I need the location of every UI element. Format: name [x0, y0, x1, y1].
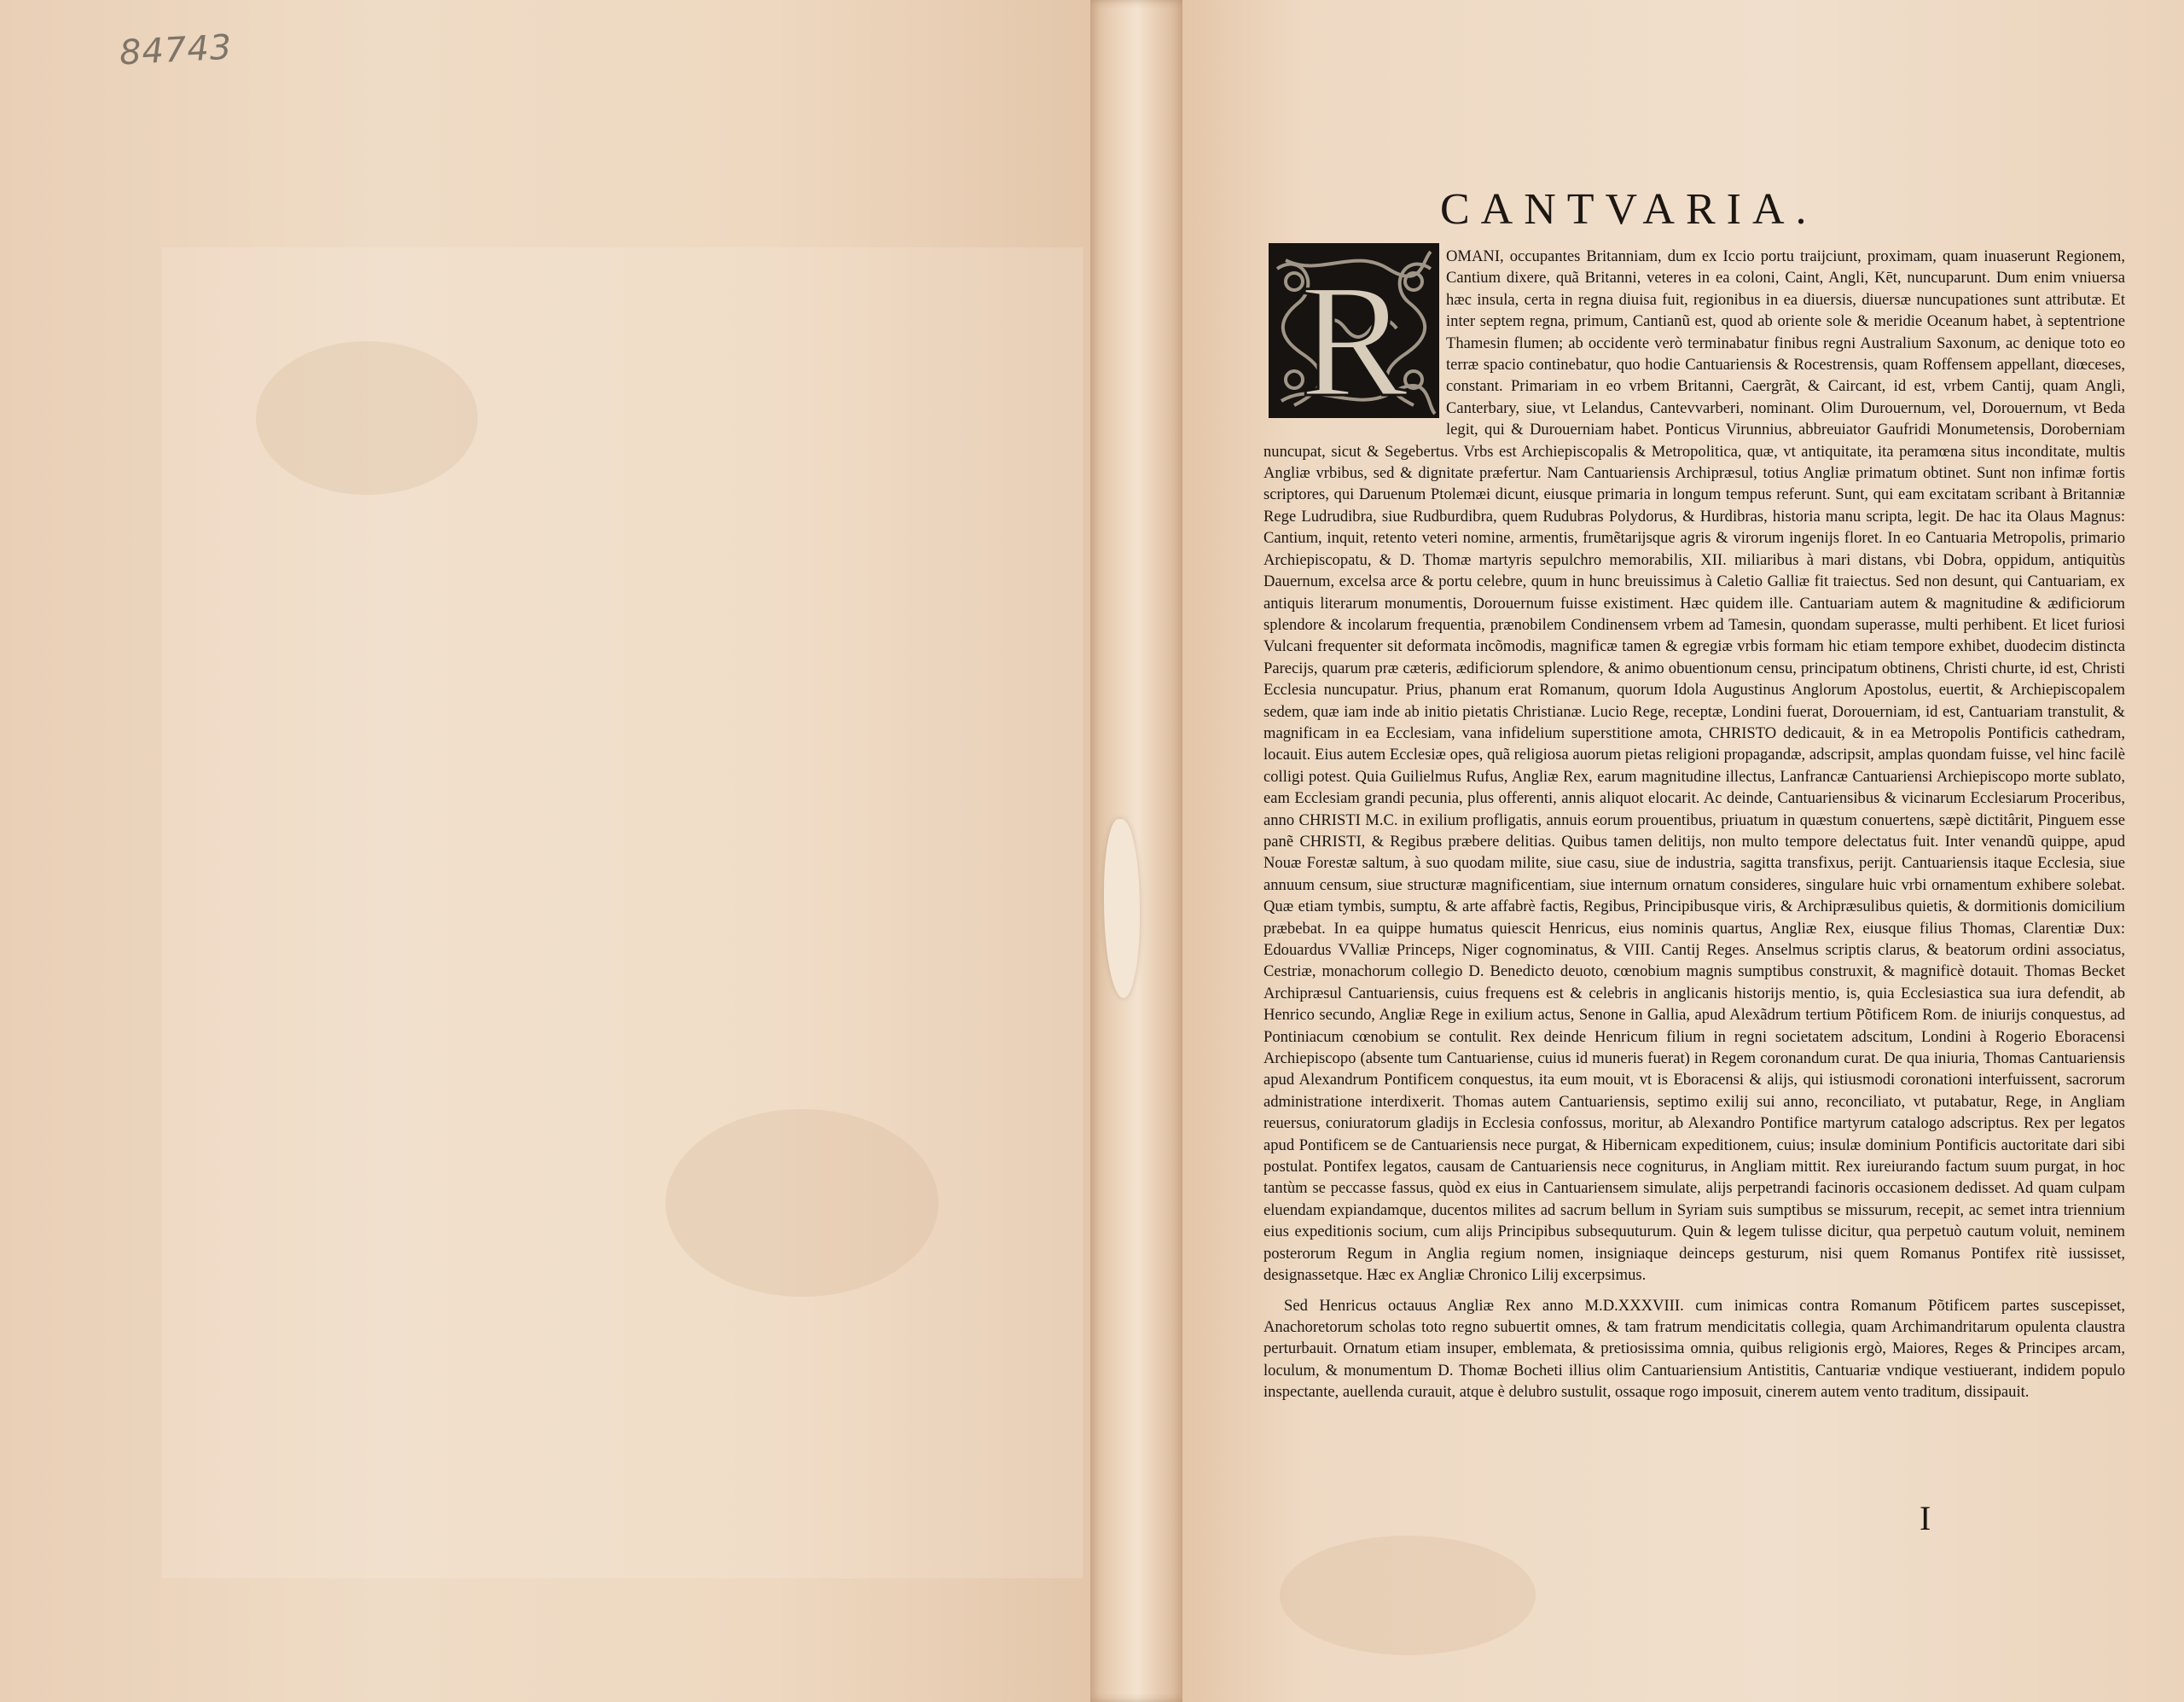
paragraph-2: Sed Henricus octauus Angliæ Rex anno M.D.XXXVIII. cum inimicas contra Romanum Põtificem partes suscepisset, Anachoretorum scholas toto regno subuertit omnes, & tam fratrum mendicitatis collegia, quam Archimandritarum opulenta claustra perturbauit. Ornatum etiam insuper, emblemata, & pretiosissima omnia, quibus religionis ergò, Maiores, Reges & Principes arcam, loculum, & monumentum D. Thomæ Bocheti illius olim Cantuariensium Antistitis, Cantuariæ vndique vestiuerant, indidem populo inspectante, auellenda curauit, atque è delubro sustulit, ossaque rogo imposuit, cinerem autem vento traditum, dissipauit.: [1263, 1296, 2125, 1402]
paragraph-1: OMANI, occupantes Britanniam, dum ex Iccio portu traijciunt, proximam, quam inuaserunt Regionem, Cantium dixere, quã Britanni, veteres in ea coloni, Caint, Angli, Kēt, nuncuparunt. Dum enim vniuersa hæc insula, certa in regna diuisa fuit, regionibus in ea diuersis, diuersæ nuncupationes sunt attributæ. Et inter septem regna, primum, Cantianũ est, quod ab oriente sole & meridie Oceanum habet, à septentrione Thamesin flumen; ab occidente verò terminabatur finibus regni Australium Saxonum, ac denique toto eo terræ spacio continebatur, quo hodie Cantuariensis & Rocestrensis, quam Roffensem appellant, diœceses, constant. Primariam in eo vrbem Britanni, Caergrãt, & Caircant, id est, vrbem Cantij, quam Angli, Canterbary, siue, vt Lelandus, Cantevvarberi, nominant. Olim Durouernum, vel, Dorouernum, vt Beda legit, qui & Durouerniam habet. Ponticus Virunnius, abbreuiator Gaufridi Monumetensis, Doroberniam nuncupat, sicut & Segebertus. Vrbs est Archiepiscopalis & Metropolitica, quæ, vt antiquitate, ita peramœna situs inconditate, multis Angliæ vrbibus, sed & dignitate præfertur. Nam Cantuariensis Archipræsul, totius Angliæ primatum obtinet. Sunt non infimæ fortis scriptores, qui Daruenum Ptolemæi dicunt, eiusque primaria in longum tempus referunt. Sunt, qui eam excitatam scribant à Britanniæ Rege Ludrudibra, siue Rudburdibra, quem Rudubras Polydorus, & Hurdibras, historia manu scripta, legit. De hac ita Olaus Magnus: Cantium, inquit, retento veteri nomine, armentis, frumẽtarijsque agris & virorum ingenijs floret. In eo Cantuaria Metropolis, primario Archiepiscopatu, & D. Thomæ martyris sepulchro memorabilis, XII. miliaribus à mari distans, vbi Dobra, oppidum, antiquitùs Dauernum, excelsa arce & portu celebre, quum in hunc breuissimus à Caletio Galliæ fit traiectus. Sed non desunt, qui Cantuariam, ex antiquis literarum monumentis, Dorouernum fuisse existiment. Hæc quidem ille. Cantuariam autem & magnitudine & ædificiorum splendore & incolarum frequentia, prænobilem Condinensem vrbem ad Tamesin, quondam superasse, multi perhibent. Et licet furiosi Vulcani frequenter sit deformata incõmodis, magnificæ tamen & egregiæ vrbis formam hic etiam tempore exhibet, duodecim distincta Parecijs, quarum præ cæteris, ædificiorum splendore, & animo obuentionum censu, principatum obtinens, Christi churte, id est, Christi Ecclesia nuncupatur. Prius, phanum erat Romanum, quorum Idola Augustinus Anglorum Apostolus, euertit, & Archiepiscopalem sedem, quæ iam inde ab initio pietatis Christianæ. Lucio Rege, receptæ, Londini fuerat, Dorouerniam, id est, Cantuariam transtulit, & magnificam in ea Ecclesiam, vana infidelium superstitione amota, CHRISTO dedicauit, & in ea Metropolis Pontificis cathedram, locauit. Eius autem Ecclesiæ opes, quã religiosa auorum pietas religioni propagandæ, adscripsit, amplas quondam fuisse, vel hinc facilè colligi potest. Quia Guilielmus Rufus, Angliæ Rex, earum magnitudine illectus, Lanfrancæ Cantuariensi Archiepiscopo morte sublato, eam Ecclesiam grandi pecunia, plus offerenti, annis aliquot elocarit. Ac deinde, Cantuariensibus & vicinarum Ecclesiarum Proceribus, anno CHRISTI M.C. in exilium profligatis, annuis eorum prouentibus, priuatum in quæstum conuertens, sæpè dictitârit, Pinguem esse panẽ CHRISTI, & Regibus præbere delitias. Quibus tamen delitijs, non multo tempore delectatus fuit. Inter venandũ quippe, apud Nouæ Forestæ saltum, à suo quodam milite, siue casu, siue de industria, sagitta transfixus, perijt. Cantuariensis itaque Ecclesia, siue annuum censum, siue structuræ magnificentiam, siue internum ornatum consideres, singulare huic vrbi ornamentum exhibere solebat. Quæ etiam tymbis, sumptu, & arte affabrè factis, Regibus, Principibusque viris, & Archipræsulibus quietis, & dormitionis domicilium præbebat. In ea quippe humatus quiescit Henricus, eius nominis quartus, Angliæ Rex, eiusque filius Thomas, Clarentiæ Dux: Edouardus VValliæ Princeps, Niger cognominatus, & VIII. Cantij Reges. Anselmus scriptis clarus, & beatorum ordini associatus, Cestriæ, monachorum collegio D. Benedicto deuoto, cœnobium magnis sumptibus construxit, & magnificè dotauit. Thomas Becket Archipræsul Cantuariensis, cuius frequens est & celebris in anglicanis historijs mentio, is, quia Ecclesiastica sua iura defendit, ab Henrico secundo, Angliæ Rege in exilium actus, Senone in Gallia, apud Alexãdrum tertium Põtificem Rom. de iniurijs conquestus, ad Pontiniacum cœnobium se contulit. Rex deinde Henricum filium in regni societatem adscitum, Londini à Rogerio Eboracensi Archiepiscopo (absente tum Cantuariense, cuius id muneris fuerat) in Regem coronandum curat. De qua iniuria, Thomas Cantuariensis apud Alexandrum Pontificem conquestus, ita eum mouit, vt is Eboracensi & alijs, qui istiusmodi coronationi interfuissent, sacrorum administratione interdixerit. Thomas autem Cantuariensis, septimo exilij sui anno, reconciliato, vt putabatur, Rege, in Angliam reuersus, coniuratorum gladijs in Ecclesia confossus, moritur, ab Alexandro Pontifice martyrum catalogo adscriptus. Rex per legatos apud Pontificem se de Cantuariensis nece purgat, & Hibernicam expeditionem, cuius; insulæ dominium Pontificis auctoritate dari sibi postulat. Pontifex legatos, causam de Cantuariensis nece cogniturus, in Angliam mittit. Rex iureiurando factum suum purgat, in hoc tantùm se peccasse fassus, quòd ex eius in Cantuariensem simulate, alijs perpetrandi facinoris occasionem dedisset. Ad quam culpam eluendam expiandamque, ducentos milites ad sacrum bellum in Syriam suis sumptibus se missurum, recepit, ac semet intra triennium eius expeditionis socium, cum alijs Principibus subsequuturum. Quin & legem tulisse dicitur, qua perpetuò cautum voluit, neminem posterorum Regum in Anglia regium nomen, insigniaque deinceps gesturum, nisi quem Romanus Pontifex ritè iussisset, designassetque. Hæc ex Angliæ Chronico Lilij excerpsimus.: [1263, 247, 2125, 1285]
paper-stain: [256, 341, 478, 495]
description-text: [1263, 246, 2125, 1403]
initial-space: [1263, 246, 1446, 421]
initial-letter: R: [1299, 252, 1409, 418]
page-title: CANTVARIA.: [1440, 185, 1818, 234]
paper-stain: [1280, 1536, 1536, 1655]
center-fold: [1090, 0, 1184, 1702]
inventory-number: 84743: [118, 27, 234, 73]
paper-repair: [1104, 819, 1140, 998]
paper-stain: [665, 1109, 938, 1297]
signature-mark: I: [1920, 1499, 1931, 1537]
